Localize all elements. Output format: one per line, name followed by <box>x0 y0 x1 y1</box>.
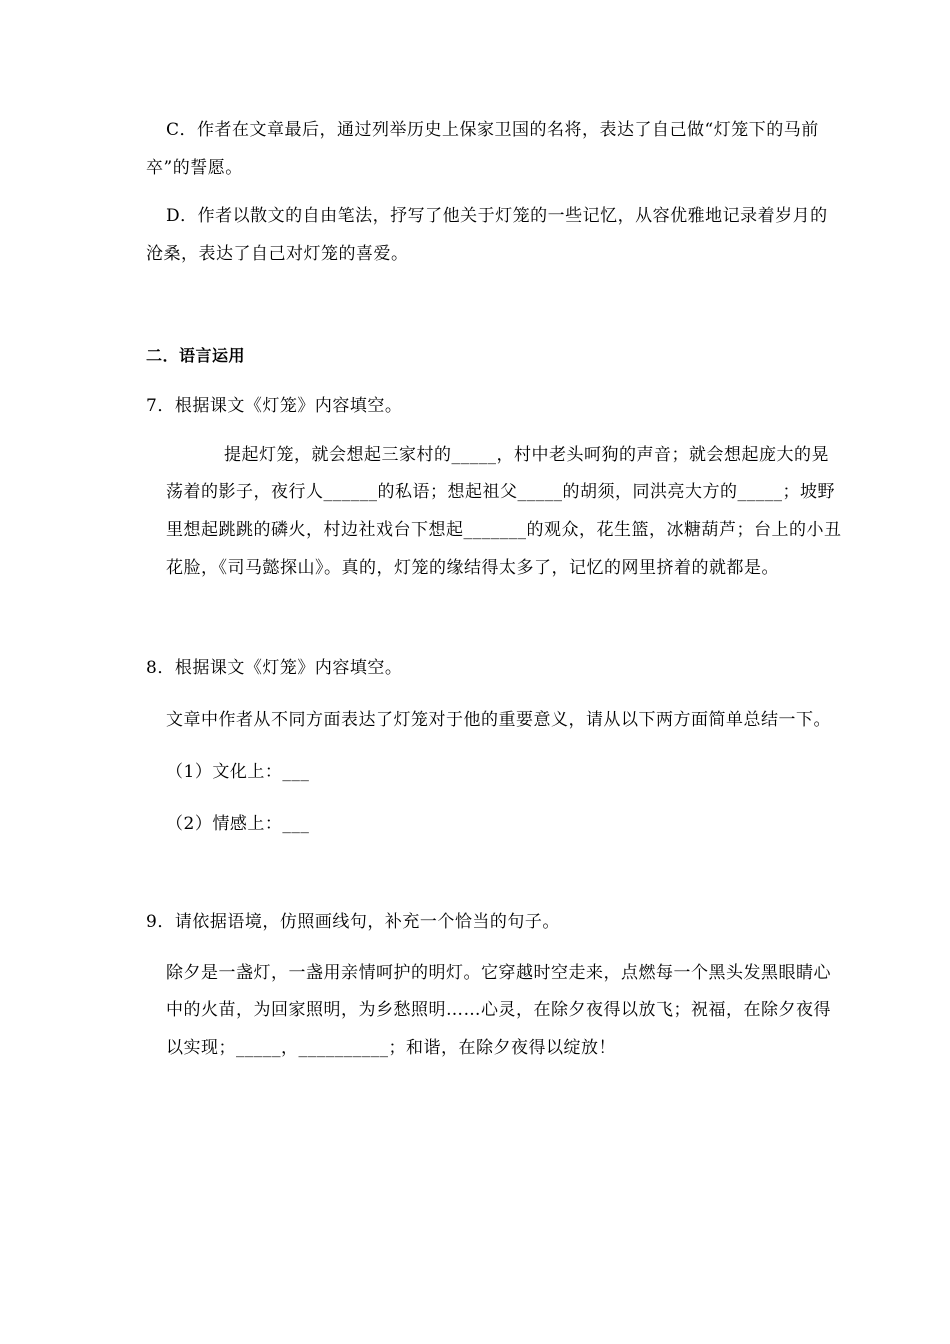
option-d-line-1: D．作者以散文的自由笔法，抒写了他关于灯笼的一些记忆，从容优雅地记录着岁月的 <box>166 206 828 226</box>
q9-passage-line-2: 中的火苗，为回家照明，为乡愁照明……心灵，在除夕夜得以放飞；祝福，在除夕夜得 <box>166 1000 831 1020</box>
q9-passage-line-3: 以实现；_____，__________；和谐，在除夕夜得以绽放！ <box>166 1038 616 1058</box>
q8-item-2: （2）情感上：___ <box>166 814 310 834</box>
q8-stem: 8．根据课文《灯笼》内容填空。 <box>146 658 403 678</box>
q9-stem: 9．请依据语境，仿照画线句，补充一个恰当的句子。 <box>146 912 560 932</box>
q8-prompt: 文章中作者从不同方面表达了灯笼对于他的重要意义，请从以下两方面简单总结一下。 <box>166 710 831 730</box>
option-c-line-2: 卒”的誓愿。 <box>146 158 243 178</box>
section-title: 二．语言运用 <box>146 346 246 365</box>
q7-passage-line-2: 荡着的影子，夜行人______的私语；想起祖父_____的胡须，同洪亮大方的_____；坡野 <box>166 482 835 502</box>
q7-stem: 7．根据课文《灯笼》内容填空。 <box>146 396 403 416</box>
q8-item-1: （1）文化上：___ <box>166 762 310 782</box>
option-c-line-1: C．作者在文章最后，通过列举历史上保家卫国的名将，表达了自己做“灯笼下的马前 <box>166 120 819 140</box>
q7-passage-line-1: 提起灯笼，就会想起三家村的_____，村中老头呵狗的声音；就会想起庞大的晃 <box>224 445 829 465</box>
option-d-line-2: 沧桑，表达了自己对灯笼的喜爱。 <box>146 244 409 264</box>
q9-passage-line-1: 除夕是一盏灯，一盏用亲情呵护的明灯。它穿越时空走来，点燃每一个黑头发黑眼睛心 <box>166 963 831 983</box>
q7-passage-line-3: 里想起跳跳的磷火，村边社戏台下想起_______的观众，花生篮，冰糖葫芦；台上的小丑 <box>166 520 842 540</box>
q7-passage-line-4: 花脸，《司马懿探山》。真的，灯笼的缘结得太多了，记忆的网里挤着的就都是。 <box>166 558 779 578</box>
